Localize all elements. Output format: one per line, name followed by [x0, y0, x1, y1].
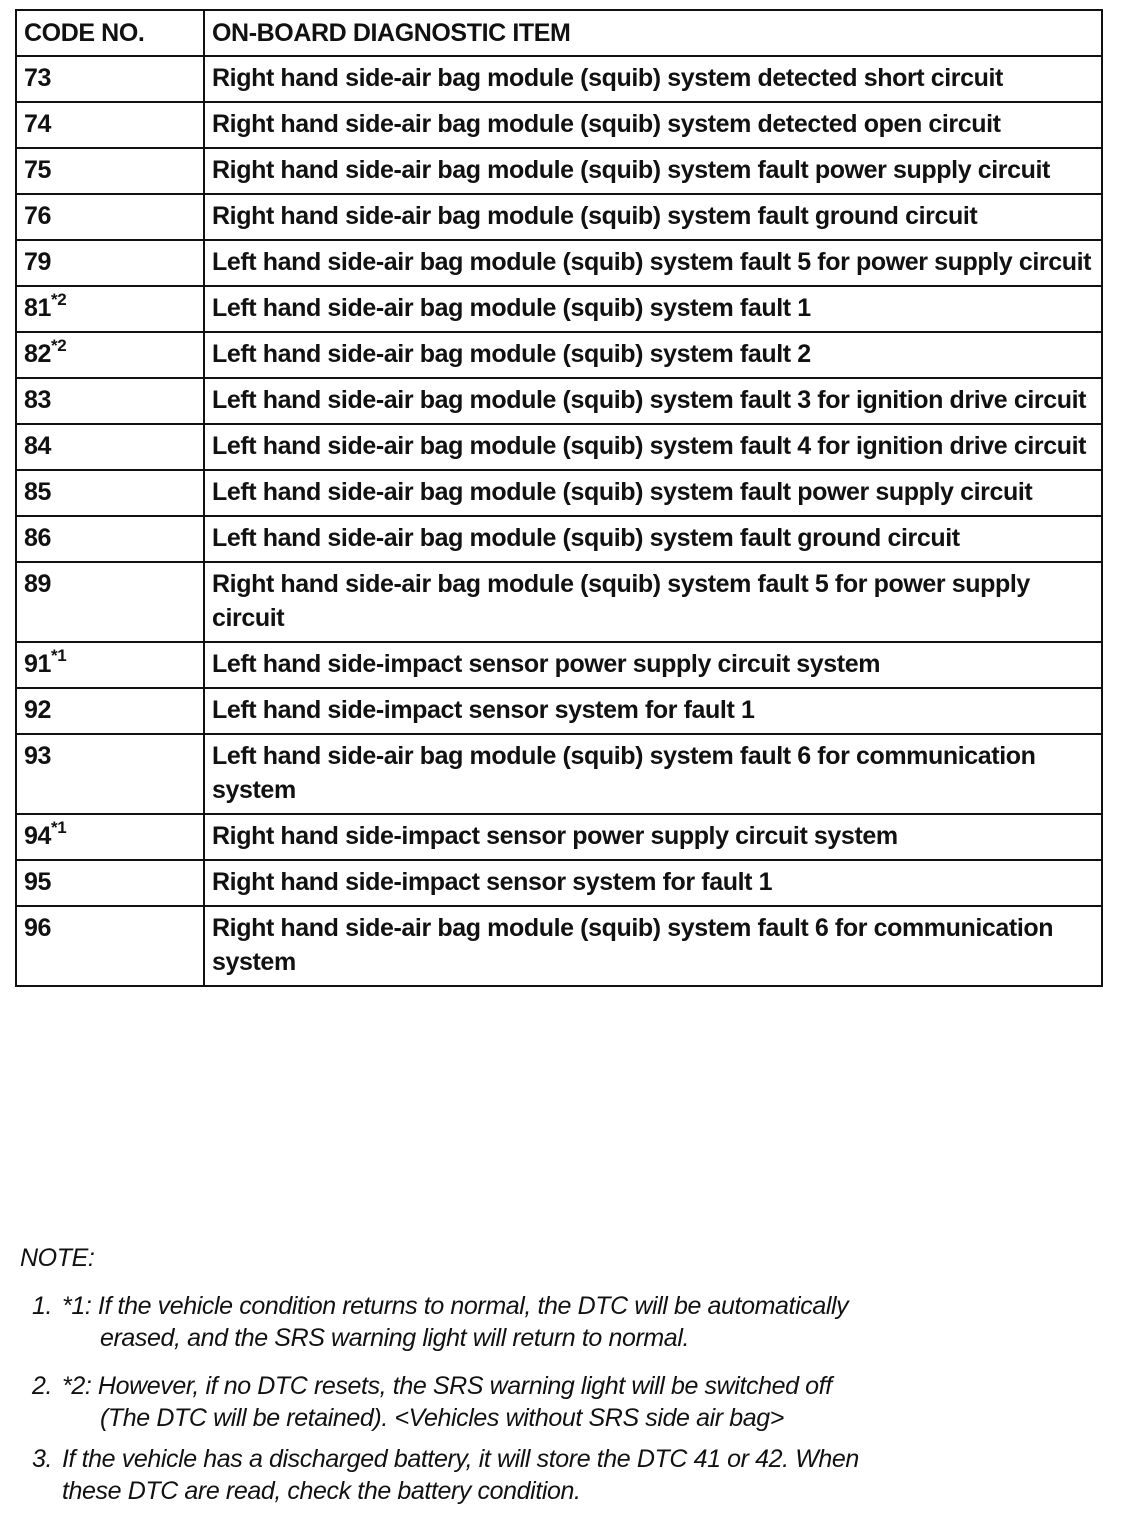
item-cell: Right hand side-impact sensor system for fault 1	[204, 860, 1102, 906]
table-row	[16, 516, 1102, 562]
code-cell	[16, 240, 204, 286]
code-cell	[16, 148, 204, 194]
code-number: 85	[24, 478, 52, 506]
code-number: 94	[24, 822, 52, 850]
code-number: 95	[24, 868, 52, 896]
item-cell: Left hand side-air bag module (squib) system fault power supply circuit	[204, 470, 1102, 516]
note-number: 2.	[32, 1372, 53, 1400]
code-cell	[16, 814, 204, 860]
code-cell	[16, 516, 204, 562]
code-cell	[16, 642, 204, 688]
note-item	[20, 1370, 1120, 1434]
table-row	[16, 734, 1102, 814]
note-line: *2: However, if no DTC resets, the SRS warning light will be switched off	[62, 1372, 832, 1400]
item-cell: Right hand side-air bag module (squib) system fault power supply circuit	[204, 148, 1102, 194]
code-number: 79	[24, 248, 52, 276]
code-cell	[16, 194, 204, 240]
code-number: 81	[24, 294, 52, 322]
note-item	[20, 1290, 1120, 1354]
code-cell	[16, 424, 204, 470]
item-cell: Right hand side-impact sensor power supply circuit system	[204, 814, 1102, 860]
note-line: (The DTC will be retained). <Vehicles without SRS side air bag>	[100, 1404, 784, 1432]
table-row	[16, 688, 1102, 734]
table-row	[16, 332, 1102, 378]
code-cell	[16, 102, 204, 148]
table-row	[16, 194, 1102, 240]
table-row	[16, 814, 1102, 860]
note-line: these DTC are read, check the battery condition.	[62, 1477, 581, 1505]
table-row	[16, 286, 1102, 332]
table-row	[16, 240, 1102, 286]
footnote-marker: *1	[51, 645, 67, 665]
note-number: 1.	[32, 1292, 53, 1320]
item-cell: Right hand side-air bag module (squib) system fault 6 for communication system	[204, 906, 1102, 986]
table-row	[16, 562, 1102, 642]
code-cell	[16, 734, 204, 814]
note-line: erased, and the SRS warning light will return to normal.	[100, 1324, 690, 1352]
table-header-row	[16, 10, 1102, 56]
notes-title: NOTE:	[20, 1244, 95, 1272]
item-cell: Left hand side-air bag module (squib) system fault 5 for power supply circuit	[204, 240, 1102, 286]
table-row	[16, 906, 1102, 986]
code-cell	[16, 688, 204, 734]
note-line: If the vehicle has a discharged battery, it will store the DTC 41 or 42. When	[62, 1445, 859, 1473]
footnote-marker: *2	[51, 289, 67, 309]
item-cell: Left hand side-air bag module (squib) system fault 6 for communication system	[204, 734, 1102, 814]
table-row	[16, 56, 1102, 102]
code-cell	[16, 286, 204, 332]
table-row	[16, 424, 1102, 470]
code-cell	[16, 562, 204, 642]
code-number: 86	[24, 524, 52, 552]
item-cell: Left hand side-air bag module (squib) system fault 2	[204, 332, 1102, 378]
footnote-marker: *1	[51, 817, 67, 837]
header-diagnostic-item: ON-BOARD DIAGNOSTIC ITEM	[204, 10, 1102, 56]
item-cell: Left hand side-air bag module (squib) system fault 3 for ignition drive circuit	[204, 378, 1102, 424]
code-cell	[16, 332, 204, 378]
table-row	[16, 642, 1102, 688]
table-row	[16, 470, 1102, 516]
notes-section	[20, 1240, 1120, 1507]
code-cell	[16, 906, 204, 986]
code-cell	[16, 56, 204, 102]
diagnostic-code-table	[15, 9, 1103, 987]
code-number: 92	[24, 696, 52, 724]
table-row	[16, 860, 1102, 906]
table-row	[16, 148, 1102, 194]
footnote-marker: *2	[51, 335, 67, 355]
code-number: 96	[24, 914, 52, 942]
code-number: 76	[24, 202, 52, 230]
code-number: 82	[24, 340, 52, 368]
table-row	[16, 102, 1102, 148]
code-number: 84	[24, 432, 52, 460]
item-cell: Left hand side-air bag module (squib) system fault 1	[204, 286, 1102, 332]
note-item	[20, 1443, 1120, 1507]
table-body	[16, 56, 1102, 986]
code-number: 75	[24, 156, 52, 184]
code-number: 91	[24, 650, 52, 678]
code-number: 83	[24, 386, 52, 414]
item-cell: Right hand side-air bag module (squib) system detected open circuit	[204, 102, 1102, 148]
note-line: *1: If the vehicle condition returns to normal, the DTC will be automatically	[62, 1292, 849, 1320]
code-number: 93	[24, 742, 52, 770]
note-number: 3.	[32, 1445, 53, 1473]
code-number: 89	[24, 570, 52, 598]
code-cell	[16, 860, 204, 906]
item-cell: Left hand side-impact sensor power supply circuit system	[204, 642, 1102, 688]
table-row	[16, 378, 1102, 424]
item-cell: Right hand side-air bag module (squib) system fault 5 for power supply circuit	[204, 562, 1102, 642]
item-cell: Right hand side-air bag module (squib) system detected short circuit	[204, 56, 1102, 102]
item-cell: Left hand side-impact sensor system for fault 1	[204, 688, 1102, 734]
code-number: 73	[24, 64, 52, 92]
code-number: 74	[24, 110, 52, 138]
item-cell: Right hand side-air bag module (squib) system fault ground circuit	[204, 194, 1102, 240]
header-code-no: CODE NO.	[16, 10, 204, 56]
code-cell	[16, 470, 204, 516]
item-cell: Left hand side-air bag module (squib) system fault ground circuit	[204, 516, 1102, 562]
code-cell	[16, 378, 204, 424]
item-cell: Left hand side-air bag module (squib) system fault 4 for ignition drive circuit	[204, 424, 1102, 470]
